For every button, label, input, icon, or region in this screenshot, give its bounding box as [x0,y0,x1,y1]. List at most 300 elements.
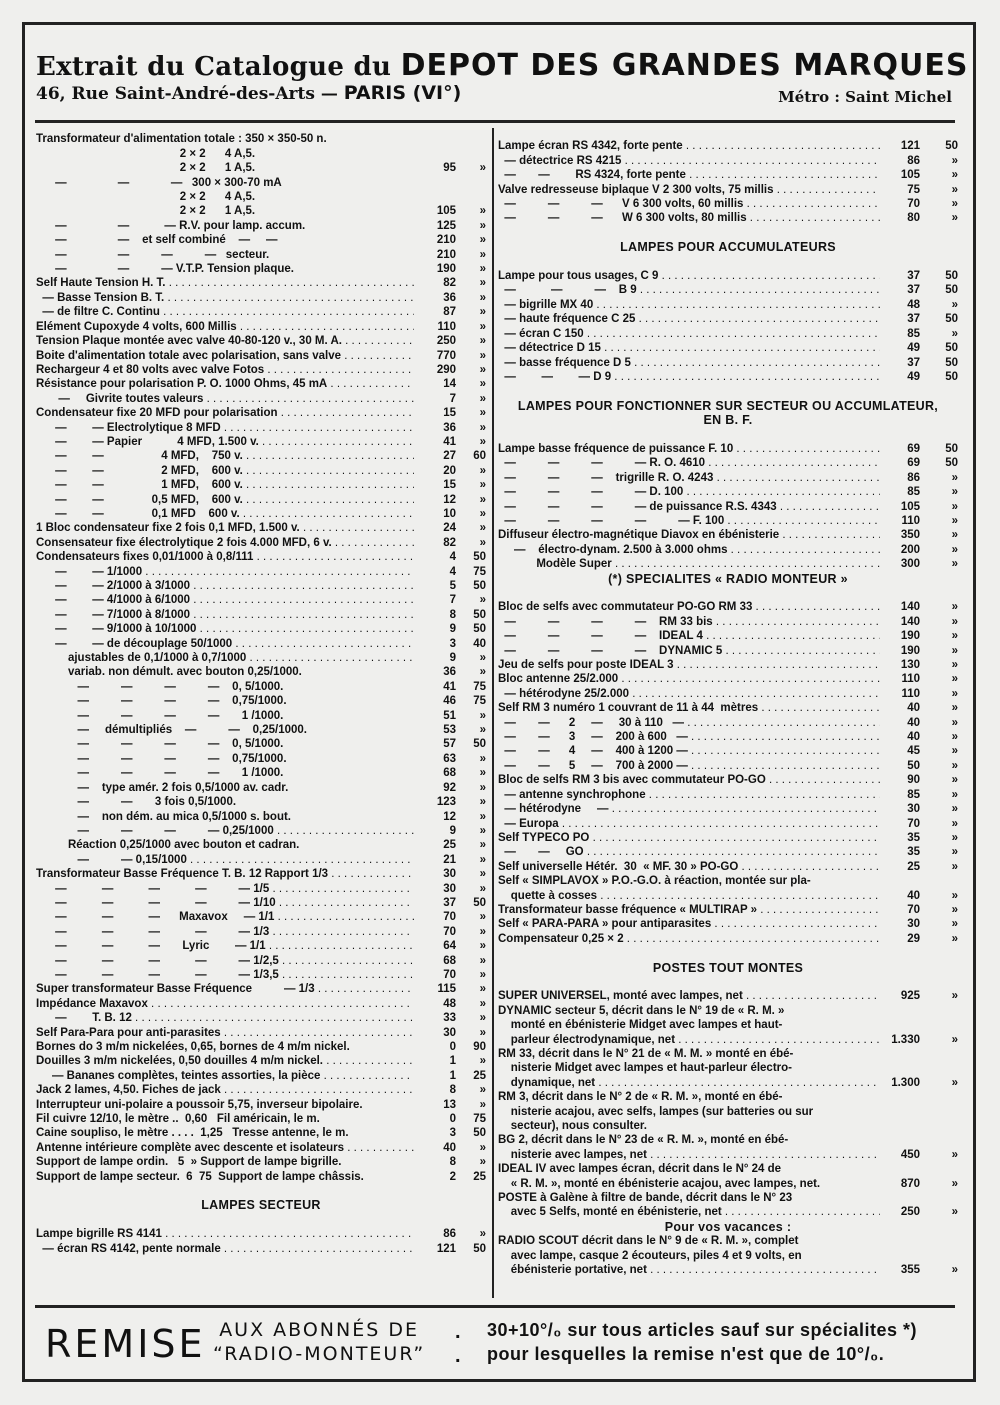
price-row [36,1011,486,1025]
price-cents: » [479,1141,486,1154]
item-label: — électro-dynam. 2.500 à 3.000 ohms . . . [498,543,880,557]
price-francs: 53 [443,724,456,737]
price-francs: 70 [443,925,456,938]
price-cents: » [479,594,486,607]
price-cents: 50 [945,270,958,283]
price-cents: » [479,421,486,434]
price-cents: » [479,824,486,837]
item-label: Valve redresseuse biplaque V 2 300 volts, 75 millis . . . [498,183,880,197]
price-row [498,1205,958,1219]
price-cents: » [479,219,486,232]
item-label: — — — — — 1/5 . . . [36,882,414,896]
price-cents: » [479,911,486,924]
item-label: — — — Lyric — 1/1 . . . [36,939,414,953]
price-cents: » [479,277,486,290]
price-francs: 57 [443,738,456,751]
price-cents: » [951,788,958,801]
price-francs: 49 [907,370,920,383]
price-row [498,1075,958,1089]
price-row [36,435,486,449]
price-cents: » [951,990,958,1003]
price-row [36,751,486,765]
item-label: — type amér. 2 fois 0,5/1000 av. cadr. [36,781,289,794]
price-row [498,456,958,470]
price-francs: 68 [443,767,456,780]
price-francs: 48 [443,997,456,1010]
price-francs: 24 [443,522,456,535]
item-label: Rechargeur 4 et 80 volts avec valve Fotos . . . [36,363,414,377]
price-francs: 105 [436,205,456,218]
price-row [36,334,486,348]
price-row [498,888,958,902]
spacer [498,427,958,441]
item-label: — — — — — F. 100 . . . [498,514,880,528]
price-cents: 75 [473,680,486,693]
price-row [36,507,486,521]
price-cents: 50 [473,580,486,592]
price-francs: 36 [443,666,456,679]
price-francs: 110 [437,320,456,333]
price-row [498,528,958,542]
price-francs: 7 [449,594,456,607]
price-francs: 45 [907,745,920,758]
price-cents: » [479,291,486,304]
price-francs: 64 [443,940,456,953]
shop-address [36,82,461,104]
price-francs: 8 [449,1156,456,1169]
price-cents: » [479,493,486,506]
price-cents: 50 [945,457,958,470]
item-label: POSTES TOUT MONTES [652,960,804,975]
price-cents: » [951,1264,958,1277]
footer-separator: . . [455,1321,461,1367]
price-francs: 9 [449,824,456,837]
price-row [36,233,486,247]
price-row [36,1054,486,1068]
price-cents: » [479,968,486,981]
price-cents: » [479,1026,486,1039]
title-intro: Extrait du Catalogue du [36,52,401,82]
item-label: — — — — — 1/2,5 . . . [36,954,414,968]
item-label: — — — — D. 100 . . . [498,485,880,499]
price-francs: 85 [907,486,920,499]
price-cents: » [951,169,958,182]
price-cents: » [951,932,958,945]
shop-name: DEPOT DES GRANDES MARQUES [400,48,969,83]
price-row [498,931,958,945]
price-francs: 15 [443,407,456,420]
price-cents: » [479,536,486,549]
price-francs: 41 [443,435,456,448]
item-label: Compensateur 0,25 × 2 . . . [498,932,880,946]
price-row [498,442,958,456]
price-cents: » [951,803,958,816]
item-label: LAMPES POUR ACCUMULATEURS [620,240,836,255]
price-row [498,773,958,787]
price-cents: 50 [945,370,958,383]
price-francs: 190 [900,644,920,657]
price-cents: » [951,817,958,830]
price-cents: » [479,853,486,866]
item-label: — — — — IDEAL 4 . . . [498,629,880,643]
price-row [36,665,486,679]
right-price-column [498,139,958,1277]
item-label: Impédance Maxavox . . . [36,997,414,1011]
price-cents: » [951,1076,958,1089]
price-row [36,809,486,823]
discount-footer [35,1308,965,1376]
price-cents: » [951,860,958,873]
price-row [36,175,486,189]
price-row [498,1133,958,1147]
metro-station: Métro : Saint Michel [778,88,952,106]
item-label: Lampe bigrille RS 4141 . . . [36,1227,414,1241]
price-cents: » [479,522,486,535]
price-francs: 121 [900,140,920,153]
item-label: parleur électrodynamique, net . . . [498,1033,880,1047]
price-cents: » [951,183,958,196]
price-cents: » [479,709,486,722]
price-francs: 870 [900,1177,920,1190]
price-francs: 68 [443,954,456,967]
price-row [498,355,958,369]
price-row [498,370,958,384]
item-label: — — 4 MFD, 750 v. . . . [36,449,414,463]
price-row [36,795,486,809]
price-cents: » [479,1098,486,1111]
price-cents: » [951,327,958,340]
price-francs: 36 [443,291,456,304]
price-row [498,283,958,297]
price-cents: » [479,666,486,679]
price-francs: 40 [907,716,920,729]
price-cents: » [479,839,486,852]
price-cents: » [951,759,958,772]
item-label: — basse fréquence D 5 . . . [498,356,880,370]
price-row [36,146,486,160]
price-row [36,262,486,276]
price-row [36,449,486,463]
discount-line-2: pour lesquelles la remise n'est que de 10°/₀. [487,1344,885,1364]
price-row [36,953,486,967]
price-row [36,1227,486,1241]
price-cents: » [951,154,958,167]
section-heading [498,960,958,974]
item-label: — — — — R. O. 4610 . . . [498,456,880,470]
price-cents: » [951,731,958,744]
item-label: — — 7/1000 à 8/1000 . . . [36,608,414,622]
item-label: — — 2/1000 à 3/1000 . . . [36,579,414,593]
item-label: Transformateur basse fréquence « MULTIRAP » . . . [498,903,880,917]
price-cents: 40 [473,637,486,650]
item-label: RM 33, décrit dans le N° 21 de « M. M. » monté en ébé- [498,1048,794,1060]
item-label: Self RM 3 numéro 1 couvrant de 11 à 44 mètres . . . [498,701,880,715]
price-cents: 50 [945,356,958,369]
item-label: 1 Bloc condensateur fixe 2 fois 0,1 MFD, 1.500 v. . . . [36,521,414,535]
price-cents: 50 [945,442,958,455]
price-cents: » [479,752,486,765]
price-cents: » [479,306,486,319]
price-row [36,319,486,333]
price-row [498,672,958,686]
spacer [498,975,958,989]
item-label: Self « PARA-PARA » pour antiparasites . . . [498,917,880,931]
price-row [498,1248,958,1262]
item-label: Interrupteur uni-polaire a poussoir 5,75, inverseur bipolaire. [36,1098,363,1111]
price-row [498,1191,958,1205]
price-row [36,1140,486,1154]
price-row [36,579,486,593]
price-cents: » [479,925,486,938]
spacer [498,384,958,398]
item-label: RADIO SCOUT décrit dans le N° 9 de « R. M. », complet [498,1235,799,1248]
price-francs: 40 [443,1141,456,1154]
item-label: Jack 2 lames, 4,50. Fiches de jack . . . [36,1083,414,1097]
item-label: Antenne intérieure complète avec descente et isolateurs . . . [36,1141,414,1155]
price-francs: 70 [907,903,920,916]
item-label: — — 0,15/1000 . . . [36,853,414,867]
price-row [36,535,486,549]
price-cents: » [479,263,486,276]
price-francs: 210 [436,248,456,261]
price-francs: 250 [436,335,456,348]
item-label: Support de lampe ordin. 5 » Support de lampe bigrille. [36,1156,342,1169]
item-label: avec 5 Selfs, monté en ébénisterie, net . . . [498,1205,880,1219]
item-label: nisterie avec lampes, net . . . [498,1148,880,1162]
price-row [498,1162,958,1176]
price-cents: » [479,234,486,247]
item-label: Consensateur fixe électrolytique 2 fois 4.000 MFD, 6 v. . . . [36,536,414,550]
price-cents: » [951,889,958,902]
item-label: Réaction 0,25/1000 avec bouton et cadran. [36,839,300,852]
item-label: Elément Cupoxyde 4 volts, 600 Millis . . . [36,320,414,334]
price-cents: » [951,745,958,758]
price-francs: 49 [907,342,920,355]
price-francs: 40 [907,702,920,715]
price-francs: 63 [443,752,456,765]
price-cents: » [951,1148,958,1161]
price-cents: » [479,479,486,492]
price-francs: 1.330 [891,1033,920,1046]
price-row [498,845,958,859]
price-cents: » [479,652,486,665]
price-francs: 37 [443,896,456,909]
price-francs: 1.300 [891,1076,920,1089]
price-cents: 50 [945,284,958,297]
price-francs: 125 [436,219,456,232]
price-cents: 50 [945,140,958,153]
price-row [36,550,486,564]
price-cents: » [479,810,486,823]
price-cents: » [479,392,486,405]
price-francs: 85 [907,327,920,340]
price-francs: 25 [907,860,920,873]
price-francs: 51 [443,709,456,722]
item-label: EN B. F. [703,413,753,428]
item-label: — — 5 — 700 à 2000 — . . . [498,759,880,773]
item-label: — antenne synchrophone . . . [498,788,880,802]
price-cents: 50 [473,1127,486,1140]
price-row [498,499,958,513]
price-row [36,492,486,506]
price-row [498,715,958,729]
item-label: Transformateur d'alimentation totale : 350 × 350-50 n. [36,133,327,146]
price-row [36,737,486,751]
price-cents: » [479,507,486,520]
price-francs: 2 [449,1170,456,1183]
price-row [36,694,486,708]
price-francs: 8 [449,1084,456,1097]
price-row [36,1025,486,1039]
item-label: (*) SPECIALITES « RADIO MONTEUR » [608,571,848,586]
price-row [36,1040,486,1054]
price-row [498,903,958,917]
header-rule [35,120,955,123]
item-label: Lampe écran RS 4342, forte pente . . . [498,139,880,153]
item-label: LAMPES POUR FONCTIONNER SUR SECTEUR OU ACCUMLATEUR, [517,398,939,413]
price-row [36,838,486,852]
price-cents: » [479,954,486,967]
price-row [36,780,486,794]
item-label: — — — W 6 300 volts, 80 millis . . . [498,211,880,225]
price-cents: » [951,673,958,686]
price-francs: 30 [443,868,456,881]
price-row [36,910,486,924]
price-francs: 27 [443,450,456,463]
price-row [36,406,486,420]
price-row [498,297,958,311]
price-francs: 140 [900,601,920,614]
price-row [36,982,486,996]
item-label: Super transformateur Basse Fréquence — 1/3 . . . [36,982,414,996]
price-cents: » [479,1084,486,1097]
price-francs: 105 [900,500,920,513]
price-row [498,1090,958,1104]
item-label: — — 3 fois 0,5/1000. [36,796,237,809]
price-francs: 37 [907,356,920,369]
price-row [36,363,486,377]
price-cents: » [951,903,958,916]
price-row [36,852,486,866]
price-row [36,161,486,175]
price-row [36,708,486,722]
catalogue-title [36,48,968,83]
price-row [498,831,958,845]
price-row [498,686,958,700]
price-francs: 300 [900,558,920,571]
item-label: quette à cosses . . . [498,889,880,903]
price-francs: 36 [443,421,456,434]
price-francs: 40 [907,889,920,902]
item-label: — non dém. au mica 0,5/1000 s. bout. [36,810,291,823]
item-label: — — — — de puissance R.S. 4343 . . . [498,500,880,514]
price-francs: 1 [449,1069,456,1082]
item-label: — T. B. 12 . . . [36,1011,414,1025]
price-francs: 46 [443,695,456,708]
price-francs: 86 [907,154,920,167]
item-label: — — — — — 1/3 . . . [36,925,414,939]
price-row [36,521,486,535]
price-row [36,622,486,636]
price-row [36,463,486,477]
price-francs: 4 [449,565,456,578]
item-label: 2 × 2 4 A,5. [36,191,256,204]
price-cents: » [479,320,486,333]
item-label: — — — — DYNAMIC 5 . . . [498,644,880,658]
price-cents: » [951,644,958,657]
price-francs: 450 [900,1148,920,1161]
price-francs: 9 [449,623,456,636]
price-cents: » [951,529,958,542]
price-row [36,924,486,938]
spacer [498,254,958,268]
item-label: — — 2 MFD, 600 v. . . . [36,464,414,478]
city: PARIS (VI°) [343,82,462,104]
price-francs: 90 [907,774,920,787]
item-label: 2 × 2 4 A,5. [36,147,256,160]
price-francs: 86 [443,1228,456,1241]
price-francs: 250 [900,1206,920,1219]
price-cents: » [951,831,958,844]
item-label: — — de découplage 50/1000 . . . [36,637,414,651]
price-row [498,1061,958,1075]
item-label: — — 0,5 MFD, 600 v. . . . [36,493,414,507]
price-cents: » [951,543,958,556]
price-row [498,614,958,628]
price-cents: » [479,940,486,953]
price-francs: 95 [443,162,456,175]
item-label: — — 4 — 400 à 1200 — . . . [498,744,880,758]
price-francs: 69 [907,442,920,455]
price-cents: » [479,724,486,737]
price-cents: » [479,796,486,809]
item-label: — démultipliés — — 0,25/1000. [36,724,307,737]
item-label: dynamique, net . . . [498,1076,880,1090]
item-label: — Bananes complètes, teintes assorties, la pièce . . . [36,1069,414,1083]
item-label: — — — D 9 . . . [498,370,880,384]
price-row [36,1169,486,1183]
price-francs: 70 [907,817,920,830]
price-cents: » [951,471,958,484]
price-cents: 50 [473,551,486,564]
price-row [498,1104,958,1118]
price-row [498,643,958,657]
item-label: Jeu de selfs pour poste IDEAL 3 . . . [498,658,880,672]
price-row [498,1018,958,1032]
item-label: — — et self combiné — — [36,234,278,247]
price-row [36,1126,486,1140]
price-francs: 210 [436,234,456,247]
price-francs: 87 [443,306,456,319]
price-francs: 37 [907,270,920,283]
price-row [498,816,958,830]
price-cents: » [479,1055,486,1068]
price-row [36,766,486,780]
price-francs: 41 [443,680,456,693]
price-row [36,1241,486,1255]
price-cents: » [951,500,958,513]
item-label: — — 2 — 30 à 110 — . . . [498,716,880,730]
item-label: Résistance pour polarisation P. O. 1000 Ohms, 45 mA . . . [36,377,414,391]
item-label: — — — R.V. pour lamp. accum. [36,219,306,232]
price-cents: » [951,918,958,931]
spacer [498,586,958,600]
price-cents: » [951,601,958,614]
price-row [36,132,486,146]
price-francs: 14 [443,378,456,391]
price-francs: 48 [907,298,920,311]
price-row [36,1097,486,1111]
